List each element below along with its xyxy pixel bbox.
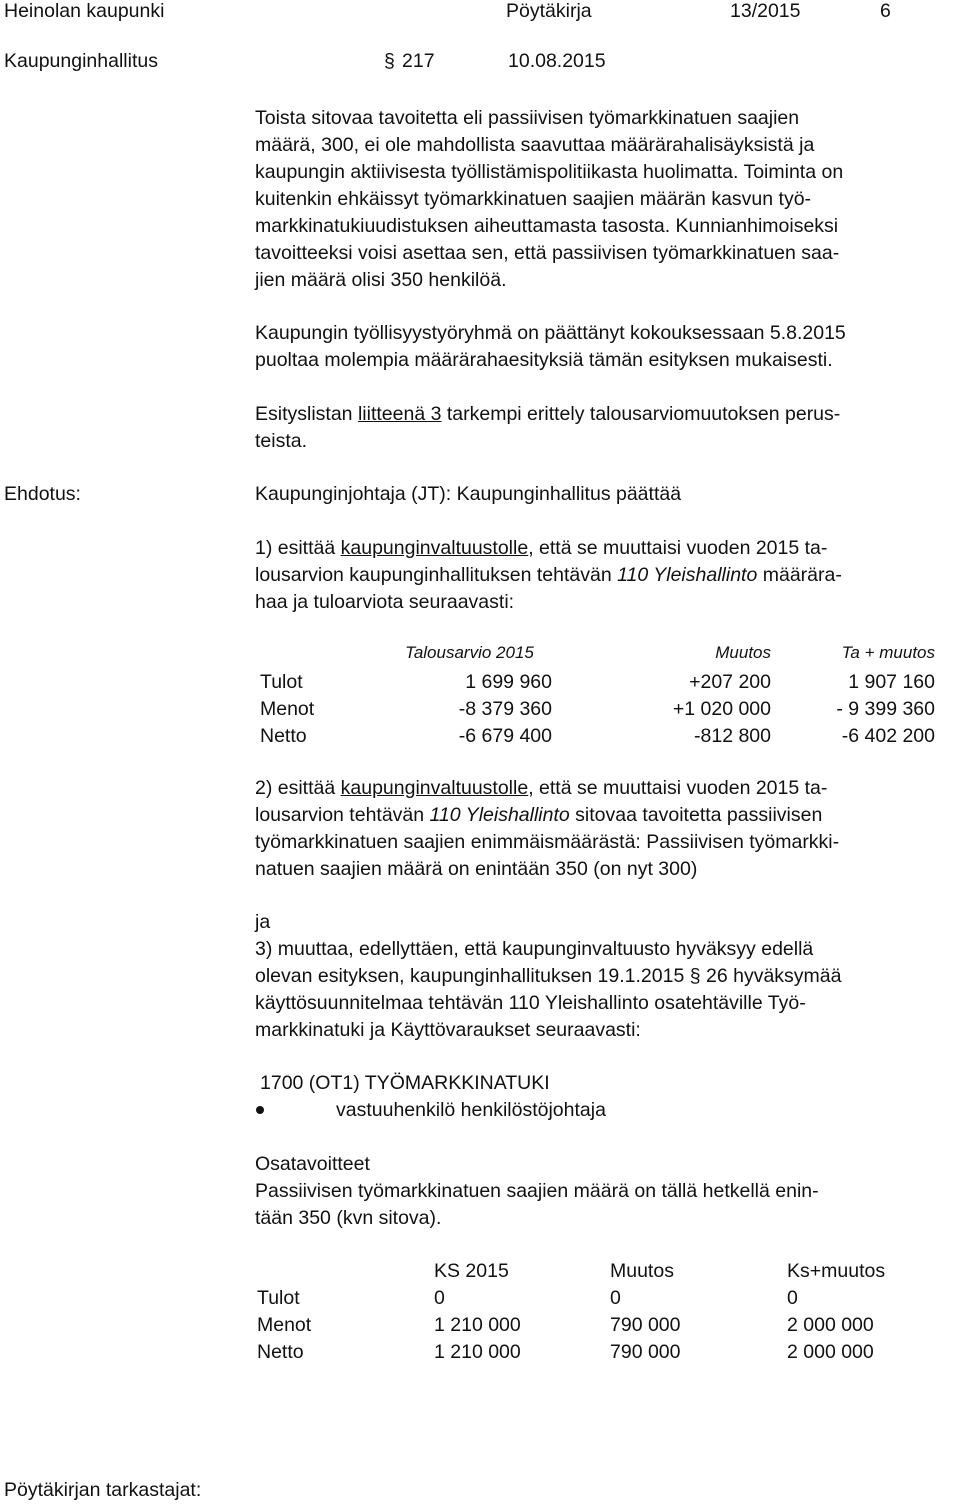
council-link[interactable]: kaupunginvaltuustolle	[340, 537, 529, 559]
text-line: tään 350 (kvn sitova).	[255, 1207, 442, 1229]
text-line: markkinatukiuudistuksen aiheuttamasta tasosta. Kunnianhimoiseksi	[255, 215, 839, 237]
text-line: jien määrä olisi 350 henkilöä.	[255, 269, 507, 291]
text-line: teista.	[255, 430, 308, 452]
council-link[interactable]: kaupunginvaltuustolle	[340, 777, 529, 799]
text-line: kaupungin aktiivisesta työllistämispolitiikasta huolimatta. Toiminta on	[255, 161, 844, 183]
unit-responsible: vastuuhenkilö henkilöstöjohtaja	[336, 1099, 606, 1121]
bullet-icon	[256, 1106, 264, 1114]
text-line: tavoitteeksi voisi asettaa sen, että passiivisen työmarkkinatuen saa-	[255, 242, 840, 264]
text-line: Kaupungin työllisyystyöryhmä on päättänyt kokouksessaan 5.8.2015	[255, 322, 846, 344]
text-line: Passiivisen työmarkkinatuen saajien määrä on tällä hetkellä enin-	[255, 1180, 819, 1202]
unit-title: 1700 (OT1) TYÖMARKKINATUKI	[260, 1072, 550, 1094]
proposal-label: Ehdotus:	[4, 483, 81, 505]
column-header: KS 2015	[434, 1260, 509, 1282]
meeting-date: 10.08.2015	[508, 50, 606, 72]
text-line: määrä, 300, ei ole mahdollista saavuttaa määrärahalisäyksistä ja	[255, 134, 815, 156]
column-header: Talousarvio 2015	[405, 643, 534, 662]
org-name: Heinolan kaupunki	[4, 0, 165, 22]
text-line: Toista sitovaa tavoitetta eli passiivisen työmarkkinatuen saajien	[255, 107, 800, 129]
governing-body: Kaupunginhallitus	[4, 50, 158, 72]
column-header: Muutos	[610, 1260, 674, 1282]
goals-heading: Osatavoitteet	[255, 1153, 370, 1175]
inspectors-label: Pöytäkirjan tarkastajat:	[4, 1479, 202, 1501]
section-number: 217	[402, 50, 435, 72]
column-header: Muutos	[715, 643, 771, 662]
section-symbol: §	[384, 50, 395, 72]
column-header: Ta + muutos	[841, 643, 935, 662]
column-header: Ks+muutos	[787, 1260, 886, 1282]
doc-type: Pöytäkirja	[506, 0, 592, 22]
page-number: 6	[880, 0, 891, 22]
text-line: kuitenkin ehkäissyt työmarkkinatuen saajien määrän kasvun työ-	[255, 188, 812, 210]
text-line: Esityslistan liitteenä 3 tarkempi erittely talousarviomuutoksen perus-	[255, 403, 841, 425]
proposal-intro: Kaupunginjohtaja (JT): Kaupunginhallitus päättää	[255, 483, 682, 505]
attachment-link[interactable]: liitteenä 3	[357, 403, 442, 425]
text-line: puoltaa molempia määrärahaesityksiä tämän esityksen mukaisesti.	[255, 349, 833, 371]
doc-number: 13/2015	[730, 0, 801, 22]
